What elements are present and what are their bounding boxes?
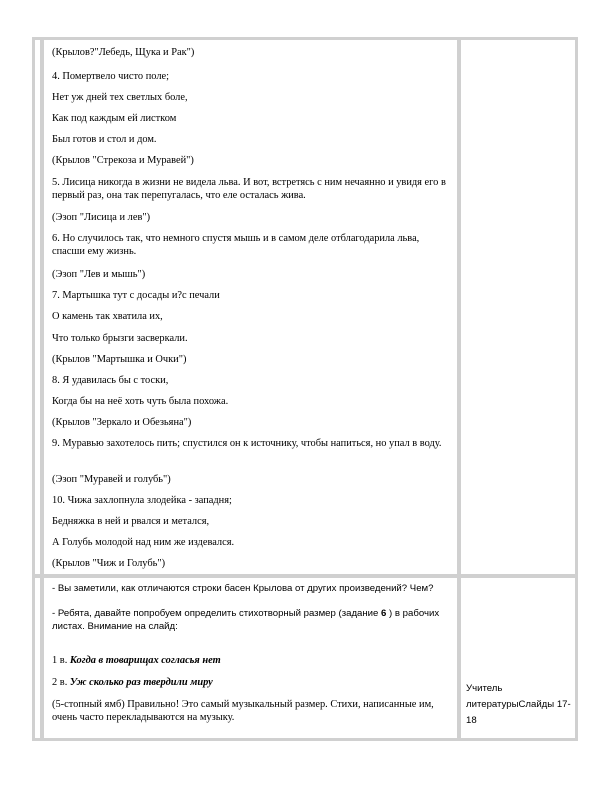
- text-line: (Крылов "Стрекоза и Муравей"): [52, 155, 194, 166]
- text-line: (Эзоп "Лев и мышь"): [52, 269, 146, 280]
- verse-variant-label: 1 в.: [52, 655, 70, 666]
- text-line: (Крылов "Мартышка и Очки"): [52, 354, 187, 365]
- row2-content-cell: [44, 578, 457, 738]
- text-line: 7. Мартышка тут с досады и?с печали: [52, 290, 220, 301]
- text-paragraph: 6. Но случилось так, что немного спустя мышь и в самом деле отблагодарила льва, спасши ему жизнь.: [52, 233, 420, 257]
- verse-line: Уж сколько раз твердили миру: [69, 677, 213, 688]
- text-line: Бедняжка в ней и рвался и метался,: [52, 516, 210, 527]
- lesson-table: [32, 37, 578, 741]
- task-instruction: [52, 608, 450, 633]
- text-line: (Крылов?"Лебедь, Щука и Рак"): [52, 47, 195, 58]
- task-number: 6: [381, 608, 387, 619]
- row2-gutter-cell: [35, 578, 40, 738]
- text-line: (Эзоп "Лисица и лев"): [52, 212, 151, 223]
- text-line: Что только брызги засверкали.: [52, 333, 188, 344]
- row1-notes-cell: [461, 40, 575, 574]
- text-paragraph: 5. Лисица никогда в жизни не видела льва. И вот, встретясь с ним нечаянно и увидя его в первый раз, она так перепугалась, что еле осталась жива.: [52, 177, 446, 201]
- verse-variant-label: 2 в.: [52, 677, 70, 688]
- text-line: 4. Помертвело чисто поле;: [52, 71, 170, 82]
- text-line: (Эзоп "Муравей и голубь"): [52, 474, 171, 485]
- text-paragraph: 9. Муравью захотелось пить; спустился он к источнику, чтобы напиться, но упал в воду.: [52, 438, 442, 449]
- text-line: (Крылов "Чиж и Голубь"): [52, 558, 166, 569]
- notes-text: Учитель литературыСлайды 17-18: [466, 683, 571, 726]
- verse-variant-1: [52, 654, 450, 667]
- task-instruction-end: ) в рабочих листах. Внимание на слайд:: [52, 608, 440, 632]
- verse-line: Когда в товарищах согласья нет: [69, 655, 221, 666]
- text-line: 10. Чижа захлопнула злодейка - западня;: [52, 495, 232, 506]
- row2-notes-cell: [461, 578, 575, 738]
- verse-variant-2: [52, 676, 450, 689]
- text-line: О камень так хватила их,: [52, 311, 163, 322]
- text-line: Нет уж дней тех светлых боле,: [52, 92, 188, 103]
- text-line: Как под каждым ей листком: [52, 113, 177, 124]
- task-instruction-start: - Ребята, давайте попробуем определить стихотворный размер (задание: [52, 608, 382, 619]
- text-line: (Крылов "Зеркало и Обезьяна"): [52, 417, 192, 428]
- text-line: Был готов и стол и дом.: [52, 134, 157, 145]
- question-text: - Вы заметили, как отличаются строки басен Крылова от других произведений? Чем?: [52, 583, 434, 594]
- text-line: Когда бы на неё хоть чуть была похожа.: [52, 396, 229, 407]
- text-line: А Голубь молодой над ним же издевался.: [52, 537, 235, 548]
- row1-content-cell: [44, 40, 457, 574]
- text-line: 8. Я удавилась бы с тоски,: [52, 375, 169, 386]
- answer-text: (5-стопный ямб) Правильно! Это самый музыкальный размер. Стихи, написанные им, очень часто перекладываются на музыку.: [52, 699, 434, 723]
- row1-gutter-cell: [35, 40, 40, 574]
